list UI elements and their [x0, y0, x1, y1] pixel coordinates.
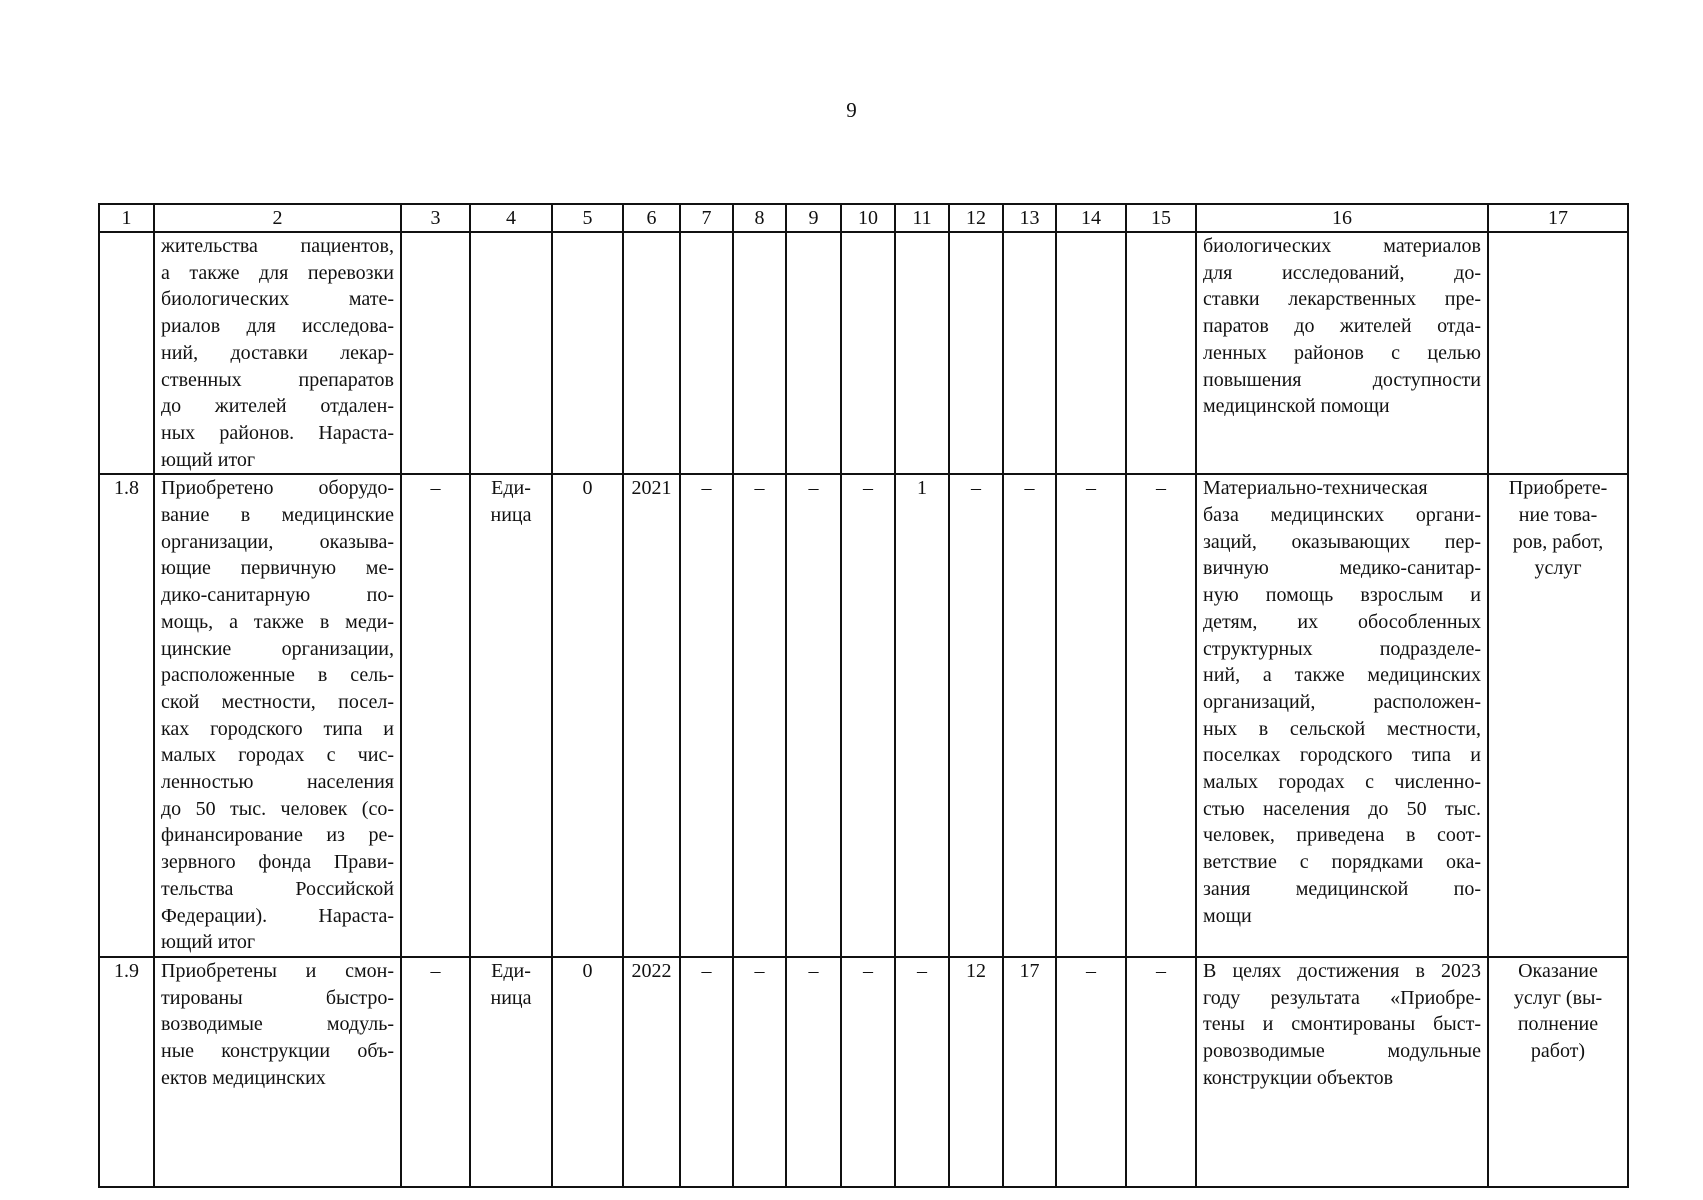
table-cell-col-10: – [841, 474, 895, 957]
cell-text-line: зервного фонда Прави- [161, 851, 394, 874]
table-cell-col-2 [154, 232, 401, 474]
cell-text-line: биологических мате- [161, 288, 394, 311]
table-cell-col-10: – [841, 957, 895, 1187]
table-cell-col-13: – [1003, 474, 1056, 957]
cell-text-line: ках городского типа и [161, 717, 394, 740]
cell-text-line: дико-санитарную по- [161, 584, 394, 607]
table-cell-col-14: – [1056, 957, 1126, 1187]
cell-text-line: работ) [1530, 1040, 1586, 1063]
table-cell-col-13: 17 [1003, 957, 1056, 1187]
cell-text-line: полнение [1517, 1013, 1599, 1036]
table-cell-col-11: – [895, 957, 949, 1187]
cell-text-line: ные конструкции объ- [161, 1040, 394, 1063]
cell-text-line: ющие первичную ме- [161, 557, 394, 580]
table-cell-col-8: – [733, 474, 786, 957]
cell-text-line: ница [490, 986, 532, 1009]
cell-text-line: структурных подразделе- [1203, 637, 1481, 660]
table-cell-col-14: – [1056, 474, 1126, 957]
column-header-1: 1 [99, 204, 154, 232]
cell-text-line: мощи [1203, 904, 1252, 927]
table-cell-col-7: – [680, 957, 733, 1187]
cell-text-line: зания медицинской по- [1203, 877, 1481, 900]
table-row [99, 232, 1628, 474]
table-cell-col-7: – [680, 474, 733, 957]
table-cell-col-4 [470, 232, 552, 474]
table-cell-col-10 [841, 232, 895, 474]
cell-text-line: а также для перевозки [161, 261, 394, 284]
cell-text-line: жительства пациентов, [161, 235, 394, 257]
cell-text-line: организаций, расположен- [1203, 690, 1481, 713]
table-cell-col-4 [470, 957, 552, 1187]
cell-text-line: расположенные в сель- [161, 664, 394, 687]
table-cell-col-9 [786, 232, 841, 474]
table-cell-col-9: – [786, 957, 841, 1187]
cell-text-line: Материально-техническая [1203, 477, 1428, 500]
table-cell-col-11: 1 [895, 474, 949, 957]
cell-text-line: вичную медико-санитар- [1203, 557, 1481, 580]
cell-text-line: ленных районов с целью [1203, 341, 1481, 364]
cell-text-line: Еди- [491, 959, 531, 982]
table-cell-col-6: 2021 [623, 474, 680, 957]
table-cell-col-12 [949, 232, 1003, 474]
column-header-13: 13 [1003, 204, 1056, 232]
column-header-9: 9 [786, 204, 841, 232]
cell-text-line: Оказание [1518, 959, 1598, 982]
table-cell-col-8: – [733, 957, 786, 1187]
cell-text-line: ственных препаратов [161, 368, 394, 391]
cell-text-line: тены и смонтированы быст- [1203, 1013, 1481, 1036]
cell-text-line: ветствие с порядками ока- [1203, 851, 1481, 874]
cell-text-line: ектов медицинских [161, 1066, 326, 1089]
cell-text-line: ставки лекарственных пре- [1203, 288, 1481, 311]
column-header-4: 4 [470, 204, 552, 232]
table-cell-col-6 [623, 232, 680, 474]
table-cell-col-9: – [786, 474, 841, 957]
cell-text-line: ница [490, 504, 532, 527]
cell-text-line: заций, оказывающих пер- [1203, 530, 1481, 553]
table-cell-col-11 [895, 232, 949, 474]
column-header-6: 6 [623, 204, 680, 232]
cell-text-line: до жителей отдален- [161, 395, 394, 418]
table-cell-col-2 [154, 957, 401, 1187]
cell-text-line: стью населения до 50 тыс. [1203, 797, 1481, 820]
document-table [98, 203, 1629, 1188]
cell-text-line: ров, работ, [1512, 530, 1604, 553]
table-cell-col-3: – [401, 474, 470, 957]
cell-text-line: Приобрете- [1508, 477, 1608, 500]
table-cell-col-17 [1488, 232, 1628, 474]
cell-text-line: ний, доставки лекар- [161, 341, 394, 364]
cell-text-line: малых городах с численно- [1203, 771, 1481, 794]
table-cell-col-13 [1003, 232, 1056, 474]
cell-text-line: году результата «Приобре- [1203, 986, 1481, 1009]
table-cell-col-16 [1196, 957, 1488, 1187]
table-cell-col-17 [1488, 957, 1628, 1187]
column-header-16: 16 [1196, 204, 1488, 232]
cell-text-line: до 50 тыс. человек (со- [161, 797, 394, 820]
cell-text-line: конструкции объектов [1203, 1066, 1394, 1089]
table-cell-col-17 [1488, 474, 1628, 957]
column-header-10: 10 [841, 204, 895, 232]
cell-text-line: возводимые модуль- [161, 1013, 394, 1036]
cell-text-line: Еди- [491, 477, 531, 500]
table-cell-col-1 [99, 232, 154, 474]
cell-text-line: медицинской помощи [1203, 395, 1390, 418]
cell-text-line: ющий итог [161, 448, 256, 471]
column-header-15: 15 [1126, 204, 1196, 232]
cell-text-line: услуг (вы- [1513, 986, 1603, 1009]
cell-text-line: вание в медицинские [161, 504, 394, 527]
cell-text-line: биологических материалов [1203, 235, 1481, 257]
cell-text-line: база медицинских органи- [1203, 504, 1481, 527]
cell-text-line: ровозводимые модульные [1203, 1040, 1481, 1063]
cell-text-line: Федерации). Нараста- [161, 904, 394, 927]
table-cell-col-4 [470, 474, 552, 957]
cell-text-line: ленностью населения [161, 771, 394, 794]
cell-text-line: цинские организации, [161, 637, 394, 660]
cell-text-line: детям, их обособленных [1203, 610, 1481, 633]
cell-text-line: поселках городского типа и [1203, 744, 1481, 767]
cell-text-line: ную помощь взрослым и [1203, 584, 1481, 607]
cell-text-line: В целях достижения в 2023 [1203, 959, 1481, 982]
table-cell-col-5: 0 [552, 474, 623, 957]
cell-text-line: ющий итог [161, 931, 256, 954]
table-cell-col-5: 0 [552, 957, 623, 1187]
table-cell-col-1: 1.9 [99, 957, 154, 1187]
table-cell-col-6: 2022 [623, 957, 680, 1187]
table-cell-col-16 [1196, 232, 1488, 474]
table-cell-col-2 [154, 474, 401, 957]
table-cell-col-15 [1126, 232, 1196, 474]
cell-text-line: Приобретено оборудо- [161, 477, 394, 500]
cell-text-line: тированы быстро- [161, 986, 394, 1009]
cell-text-line: малых городах с чис- [161, 744, 394, 767]
table-cell-col-8 [733, 232, 786, 474]
cell-text-line: ных районов. Нараста- [161, 421, 394, 444]
cell-text-line: Приобретены и смон- [161, 959, 394, 982]
table-cell-col-16 [1196, 474, 1488, 957]
cell-text-line: повышения доступности [1203, 368, 1481, 391]
cell-text-line: организации, оказыва- [161, 530, 394, 553]
cell-text-line: паратов до жителей отда- [1203, 315, 1481, 338]
table-cell-col-14 [1056, 232, 1126, 474]
column-header-8: 8 [733, 204, 786, 232]
table-cell-col-12: 12 [949, 957, 1003, 1187]
cell-text-line: человек, приведена в соот- [1203, 824, 1481, 847]
cell-text-line: услуг [1534, 557, 1582, 580]
table-cell-col-5 [552, 232, 623, 474]
column-header-17: 17 [1488, 204, 1628, 232]
table-cell-col-1: 1.8 [99, 474, 154, 957]
table-cell-col-15: – [1126, 474, 1196, 957]
table-cell-col-15: – [1126, 957, 1196, 1187]
table-header-row [99, 204, 1628, 232]
column-header-5: 5 [552, 204, 623, 232]
cell-text-line: риалов для исследова- [161, 315, 394, 338]
table-row [99, 474, 1628, 957]
table-row [99, 957, 1628, 1187]
column-header-12: 12 [949, 204, 1003, 232]
cell-text-line: ных в сельской местности, [1203, 717, 1481, 740]
column-header-3: 3 [401, 204, 470, 232]
cell-text-line: для исследований, до- [1203, 261, 1481, 284]
column-header-14: 14 [1056, 204, 1126, 232]
cell-text-line: ние това- [1518, 504, 1598, 527]
table-cell-col-12: – [949, 474, 1003, 957]
column-header-7: 7 [680, 204, 733, 232]
cell-text-line: мощь, а также в меди- [161, 610, 394, 633]
table-cell-col-3 [401, 232, 470, 474]
column-header-11: 11 [895, 204, 949, 232]
cell-text-line: ний, а также медицинских [1203, 664, 1481, 687]
page-number: 9 [846, 98, 857, 122]
cell-text-line: ской местности, посел- [161, 690, 394, 713]
cell-text-line: тельства Российской [161, 877, 394, 900]
table-cell-col-3: – [401, 957, 470, 1187]
table-cell-col-7 [680, 232, 733, 474]
column-header-2: 2 [154, 204, 401, 232]
cell-text-line: финансирование из ре- [161, 824, 394, 847]
